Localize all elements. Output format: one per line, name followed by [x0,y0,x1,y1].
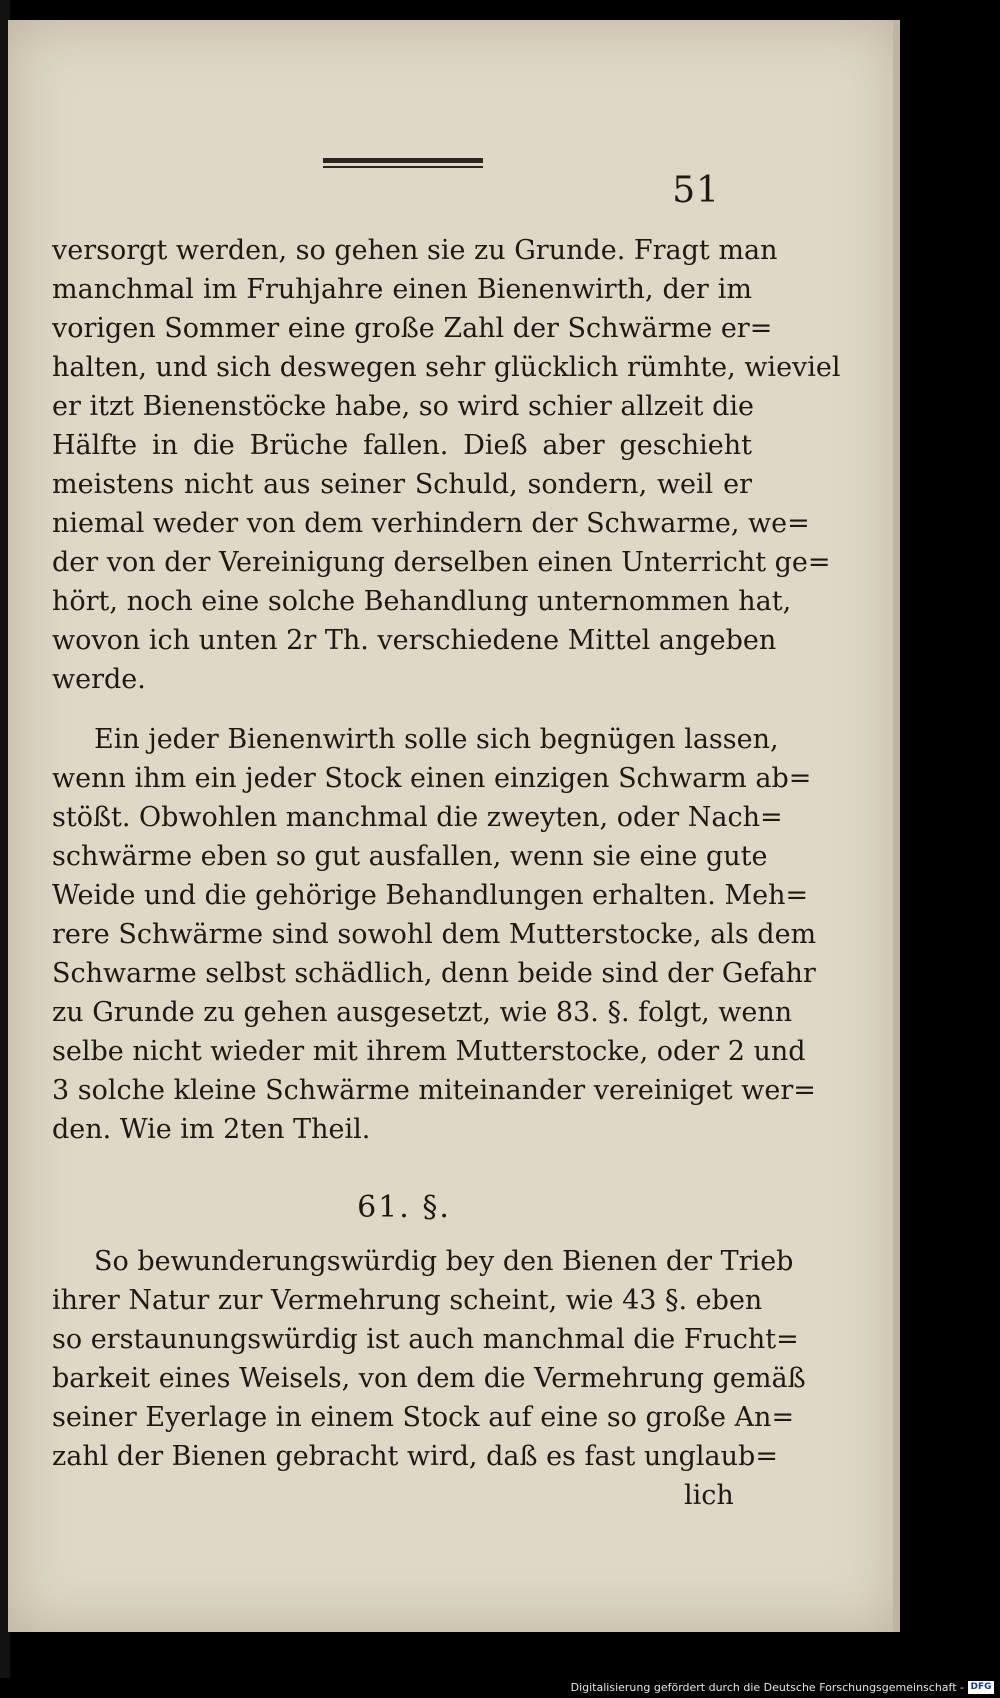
text-line: halten, und sich deswegen sehr glücklich rümhte, wieviel [52,352,841,383]
book-page [8,20,900,1632]
text-line: meistens nicht aus seiner Schuld, sondern, weil er [52,469,752,500]
text-line: wovon ich unten 2r Th. verschiedene Mittel angeben [52,625,777,656]
page-edge [893,20,900,1632]
text-line: vorigen Sommer eine große Zahl der Schwärme er= [52,313,773,344]
text-line: seiner Eyerlage in einem Stock auf eine so große An= [52,1402,795,1433]
text-line: zu Grunde zu gehen ausgesetzt, wie 83. §. folgt, wenn [52,997,793,1028]
text-line: so erstaunungswürdig ist auch manchmal die Frucht= [52,1324,799,1355]
text-line: So bewunderungswürdig bey den Bienen der Trieb [94,1246,794,1277]
text-line: der von der Vereinigung derselben einen Unterricht ge= [52,547,831,578]
text-line: ihrer Natur zur Vermehrung scheint, wie 43 §. eben [52,1285,763,1316]
footer-credit: Digitalisierung gefördert durch die Deutsche Forschungsgemeinschaft - [570,1681,964,1694]
text-line: rere Schwärme sind sowohl dem Mutterstocke, als dem [52,919,817,950]
text-line: Ein jeder Bienenwirth solle sich begnügen lassen, [94,724,779,755]
text-line: schwärme eben so gut ausfallen, wenn sie eine gute [52,841,768,872]
page-number: 51 [672,170,720,211]
text-line: manchmal im Fruhjahre einen Bienenwirth, der im [52,274,752,305]
text-line: Schwarme selbst schädlich, denn beide sind der Gefahr [52,958,816,989]
header-ornament-rule [323,156,483,170]
paragraph-1 [52,231,841,699]
text-line: er itzt Bienenstöcke habe, so wird schier allzeit die [52,391,754,422]
text-line: stößt. Obwohlen manchmal die zweyten, oder Nach= [52,802,783,833]
text-line: Weide und die gehörige Behandlungen erhalten. Meh= [52,880,809,911]
text-line: zahl der Bienen gebracht wird, daß es fast unglaub= [52,1441,778,1472]
paragraph-2 [52,720,817,1149]
text-line: versorgt werden, so gehen sie zu Grunde. Fragt man [52,235,778,266]
text-line: den. Wie im 2ten Theil. [52,1114,371,1145]
dfg-logo: DFG [968,1681,994,1694]
section-heading: 61. §. [357,1190,451,1225]
paragraph-3 [52,1242,806,1476]
ornament-thick-line [323,158,483,163]
text-line: werde. [52,664,146,695]
text-line: Hälfte in die Brüche fallen. Dieß aber geschieht [52,430,752,461]
ornament-thin-line [323,166,483,168]
text-line: barkeit eines Weisels, von dem die Vermehrung gemäß [52,1363,806,1394]
text-line: selbe nicht wieder mit ihrem Mutterstocke, oder 2 und [52,1036,806,1067]
text-line: wenn ihm ein jeder Stock einen einzigen Schwarm ab= [52,763,812,794]
catchword: lich [684,1480,734,1511]
text-line: 3 solche kleine Schwärme miteinander vereiniget wer= [52,1075,816,1106]
text-line: niemal weder von dem verhindern der Schwarme, we= [52,508,810,539]
text-line: hört, noch eine solche Behandlung unternommen hat, [52,586,792,617]
